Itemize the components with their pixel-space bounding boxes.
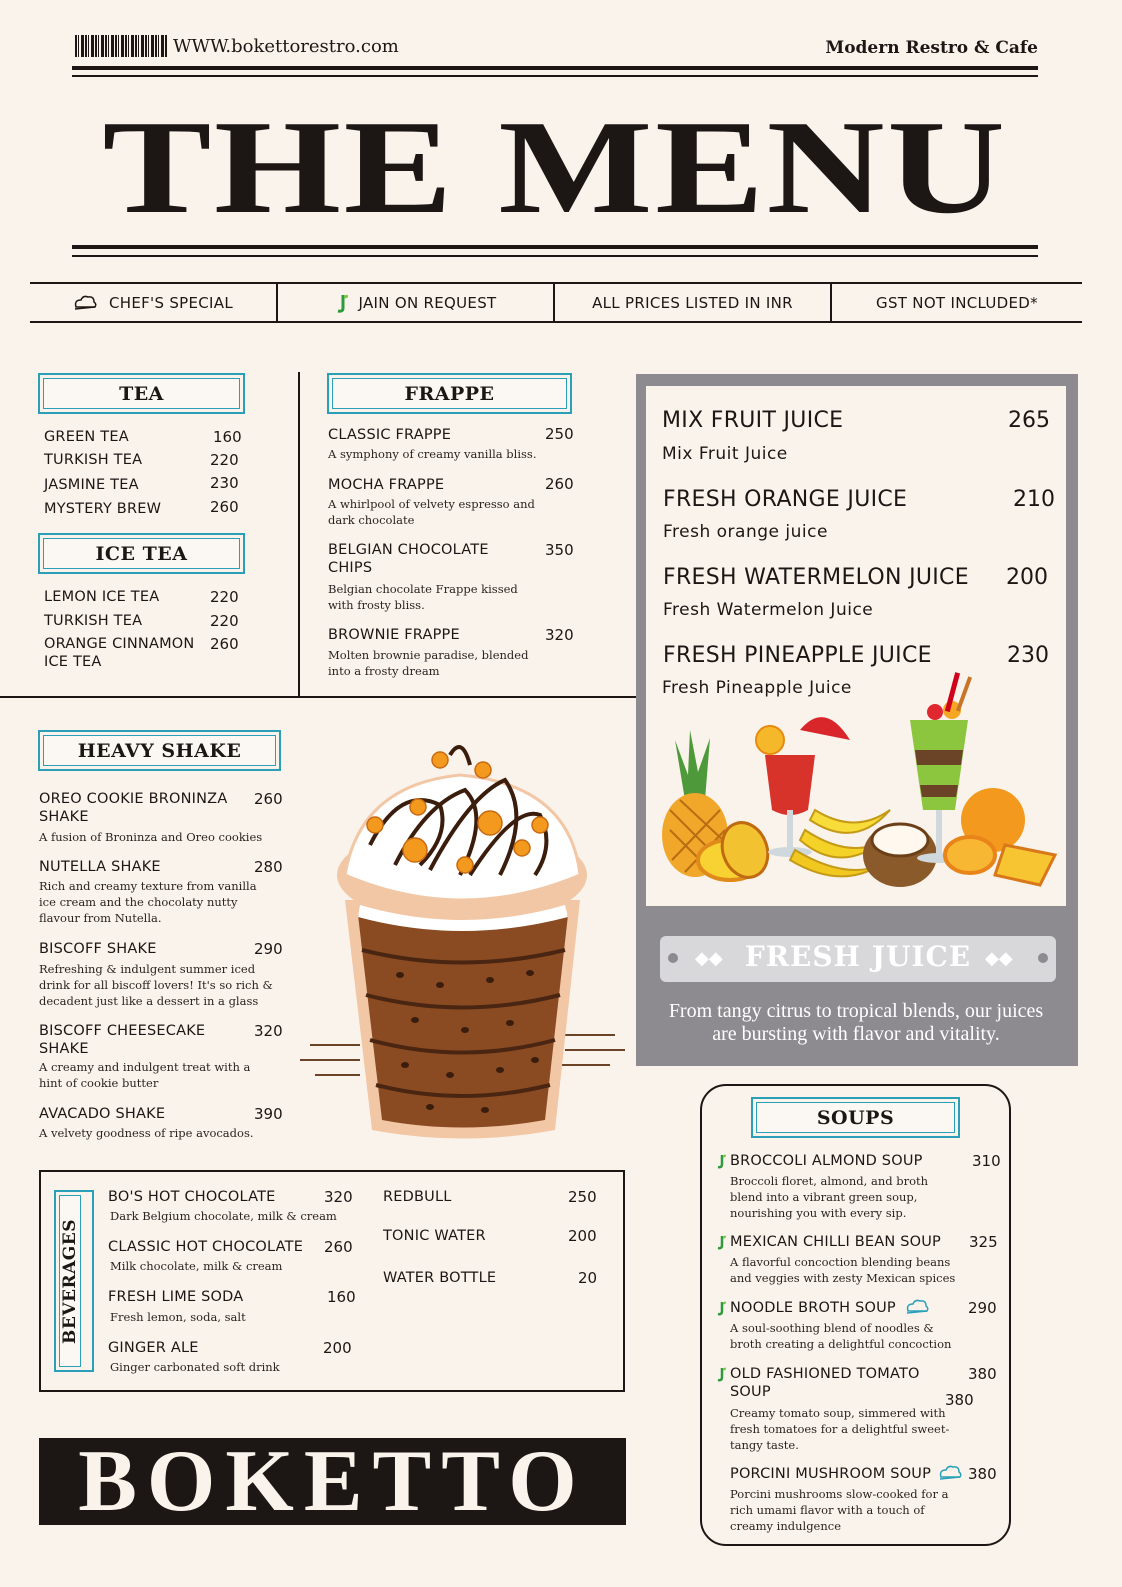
info-label: JAIN ON REQUEST (358, 294, 497, 312)
shake-item-price: 290 (254, 940, 283, 958)
ice-tea-item-name: TURKISH TEA (44, 613, 143, 629)
soup-item-price: 380 (968, 1465, 997, 1483)
website-link[interactable]: WWW.bokettorestro.com (173, 36, 399, 57)
beverage-item-price: 250 (568, 1188, 597, 1206)
ice-tea-item-price: 220 (210, 588, 239, 606)
info-bar-bottom-rule (30, 321, 1082, 323)
soup-item-name: OLD FASHIONED TOMATO SOUP (730, 1366, 920, 1400)
shake-item-name: BISCOFF SHAKE (39, 941, 157, 957)
heavy-shake-title: HEAVY SHAKE (43, 735, 276, 766)
soups-header (751, 1097, 960, 1138)
beverage-item-name: GINGER ALE (108, 1340, 199, 1356)
tea-item-name: JASMINE TEA (44, 477, 139, 493)
info-chefs-special (30, 285, 276, 321)
beverage-item-price: 320 (324, 1188, 353, 1206)
fruits-illustration (650, 660, 1065, 900)
juice-item-price: 230 (1007, 643, 1049, 668)
page-title: THE MENU (102, 93, 1008, 241)
beverage-item-name: REDBULL (383, 1189, 452, 1205)
brand-banner (39, 1438, 626, 1525)
frappe-item-desc: A whirlpool of velvety espresso and dark chocolate (328, 497, 535, 527)
beverage-item-price: 160 (327, 1288, 356, 1306)
tea-title: TEA (43, 378, 240, 409)
frappe-item-desc: Molten brownie paradise, blended into a frosty dream (328, 648, 529, 678)
soup-item-desc: A flavorful concoction blending beans and veggies with zesty Mexican spices (730, 1255, 956, 1285)
chef-hat-icon (73, 294, 99, 312)
frappe-item-price: 250 (545, 425, 574, 443)
tea-header (38, 373, 245, 414)
beverage-item-desc: Fresh lemon, soda, salt (110, 1310, 246, 1324)
frappe-header (327, 373, 572, 414)
header-rule (72, 66, 1038, 70)
frappe-item-name: BELGIAN CHOCOLATE CHIPS (328, 542, 489, 576)
soup-item-price: 325 (969, 1233, 998, 1251)
info-bar-top-rule (30, 282, 1082, 284)
beverage-item-name: FRESH LIME SODA (108, 1289, 244, 1305)
soups-title: SOUPS (756, 1102, 955, 1133)
ice-tea-item-price: 260 (210, 635, 239, 653)
beverage-item-price: 20 (578, 1269, 598, 1287)
soup-item-price: 290 (968, 1299, 997, 1317)
tea-item-price: 230 (210, 474, 239, 492)
column-divider (298, 372, 300, 697)
tea-item-name: GREEN TEA (44, 429, 129, 445)
shake-item-desc: A creamy and indulgent treat with a hint of cookie butter (39, 1060, 251, 1090)
beverage-item-name: WATER BOTTLE (383, 1270, 497, 1286)
soup-item-price-extra: 380 (945, 1391, 974, 1409)
jain-leaf-icon (716, 1153, 726, 1169)
info-gst (832, 285, 1082, 321)
milkshake-illustration (300, 735, 630, 1145)
soup-item-desc: A soul-soothing blend of noodles & broth creating a delightful concoction (730, 1321, 952, 1351)
shake-item-desc: A fusion of Broninza and Oreo cookies (39, 830, 263, 844)
beverage-item-name: TONIC WATER (383, 1228, 486, 1244)
shake-item-name: AVACADO SHAKE (39, 1106, 166, 1122)
soup-item-desc: Creamy tomato soup, simmered with fresh tomatoes for a delightful sweet-tangy taste. (730, 1406, 950, 1452)
chef-hat-icon (905, 1298, 931, 1316)
ice-tea-header (38, 533, 245, 574)
info-label: GST NOT INCLUDED* (876, 294, 1038, 312)
beverages-title: BEVERAGES (59, 1195, 81, 1367)
beverage-item-price: 260 (324, 1238, 353, 1256)
frappe-item-name: MOCHA FRAPPE (328, 477, 445, 493)
soup-item-name: BROCCOLI ALMOND SOUP (730, 1153, 923, 1169)
beverages-header (54, 1190, 94, 1372)
info-jain (278, 285, 553, 321)
beverage-item-price: 200 (568, 1227, 597, 1245)
beverage-item-desc: Ginger carbonated soft drink (110, 1360, 280, 1374)
soup-item-name: MEXICAN CHILLI BEAN SOUP (730, 1234, 941, 1250)
shake-item-name: OREO COOKIE BRONINZA SHAKE (39, 791, 228, 825)
frappe-item-price: 260 (545, 475, 574, 493)
shake-item-price: 280 (254, 858, 283, 876)
frappe-item-desc: Belgian chocolate Frappe kissed with frosty bliss. (328, 582, 518, 612)
frappe-item-price: 320 (545, 626, 574, 644)
beverage-item-price: 200 (323, 1339, 352, 1357)
jain-leaf-icon (716, 1234, 726, 1250)
diamond-icon: ◆◆ (985, 948, 1013, 968)
soup-item-price: 310 (972, 1152, 1001, 1170)
juice-item-name: MIX FRUIT JUICE (662, 408, 844, 433)
shake-item-desc: Rich and creamy texture from vanilla ice cream and the chocolaty nutty flavour from Nutella. (39, 879, 257, 925)
juice-item-name: FRESH PINEAPPLE JUICE (663, 643, 932, 668)
frappe-title: FRAPPE (332, 378, 567, 409)
frappe-item-name: BROWNIE FRAPPE (328, 627, 460, 643)
soup-item-desc: Porcini mushrooms slow-cooked for a rich umami flavor with a touch of creamy indulgence (730, 1487, 949, 1533)
heavy-shake-header (38, 730, 281, 771)
tea-item-name: MYSTERY BREW (44, 501, 162, 517)
shake-item-price: 390 (254, 1105, 283, 1123)
ice-tea-item-price: 220 (210, 612, 239, 630)
jain-leaf-icon (716, 1366, 726, 1382)
juice-item-desc: Fresh Watermelon Juice (663, 600, 874, 620)
tea-item-price: 220 (210, 451, 239, 469)
diamond-icon: ◆◆ (695, 948, 723, 968)
header-rule (72, 75, 1038, 77)
juice-item-name: FRESH WATERMELON JUICE (663, 565, 969, 590)
info-label: ALL PRICES LISTED IN INR (592, 294, 793, 312)
fresh-juice-tagline: From tangy citrus to tropical blends, our juices are bursting with flavor and vitality. (668, 1000, 1044, 1045)
soup-item-name: PORCINI MUSHROOM SOUP (730, 1466, 932, 1482)
soup-item-name: NOODLE BROTH SOUP (730, 1300, 896, 1316)
beverage-item-desc: Milk chocolate, milk & cream (110, 1259, 283, 1273)
juice-item-price: 210 (1013, 487, 1055, 512)
shake-item-name: BISCOFF CHEESECAKE SHAKE (39, 1023, 206, 1057)
tagline: Modern Restro & Cafe (825, 38, 1038, 58)
shake-item-desc: A velvety goodness of ripe avocados. (39, 1126, 254, 1140)
shake-item-desc: Refreshing & indulgent summer iced drink for all biscoff lovers! It's so rich & decadent just like a dessert in a glass (39, 962, 273, 1008)
frappe-item-price: 350 (545, 541, 574, 559)
juice-item-desc: Fresh Pineapple Juice (662, 678, 852, 698)
beverage-item-desc: Dark Belgium chocolate, milk & cream (110, 1209, 337, 1223)
tea-item-price: 160 (213, 428, 242, 446)
info-prices (555, 285, 830, 321)
title-rule (72, 245, 1038, 249)
juice-item-price: 200 (1006, 565, 1048, 590)
juice-item-name: FRESH ORANGE JUICE (663, 487, 908, 512)
soup-item-desc: Broccoli floret, almond, and broth blend into a vibrant green soup, nourishing you with every sip. (730, 1174, 929, 1220)
info-label: CHEF'S SPECIAL (108, 294, 234, 312)
frappe-item-name: CLASSIC FRAPPE (328, 427, 452, 443)
ice-tea-item-name: ORANGE CINNAMON ICE TEA (44, 636, 195, 670)
soup-item-price: 380 (968, 1365, 997, 1383)
brand-name: BOKETTO (78, 1438, 587, 1525)
shake-item-name: NUTELLA SHAKE (39, 859, 161, 875)
shake-item-price: 320 (254, 1022, 283, 1040)
shake-item-price: 260 (254, 790, 283, 808)
frappe-item-desc: A symphony of creamy vanilla bliss. (328, 447, 537, 461)
ice-tea-title: ICE TEA (43, 538, 240, 569)
section-divider (0, 696, 638, 698)
fresh-juice-title: FRESH JUICE (744, 940, 972, 973)
ice-tea-item-name: LEMON ICE TEA (44, 589, 160, 605)
beverage-item-name: BO'S HOT CHOCOLATE (108, 1189, 276, 1205)
juice-item-price: 265 (1008, 408, 1050, 433)
jain-leaf-icon (716, 1300, 726, 1316)
jain-leaf-icon (335, 292, 349, 314)
juice-item-desc: Mix Fruit Juice (662, 444, 788, 464)
juice-item-desc: Fresh orange juice (663, 522, 828, 542)
beverage-item-name: CLASSIC HOT CHOCOLATE (108, 1239, 304, 1255)
title-rule (72, 255, 1038, 257)
tea-item-name: TURKISH TEA (44, 452, 143, 468)
barcode-icon (75, 35, 168, 57)
chef-hat-icon (938, 1464, 964, 1482)
tea-item-price: 260 (210, 498, 239, 516)
